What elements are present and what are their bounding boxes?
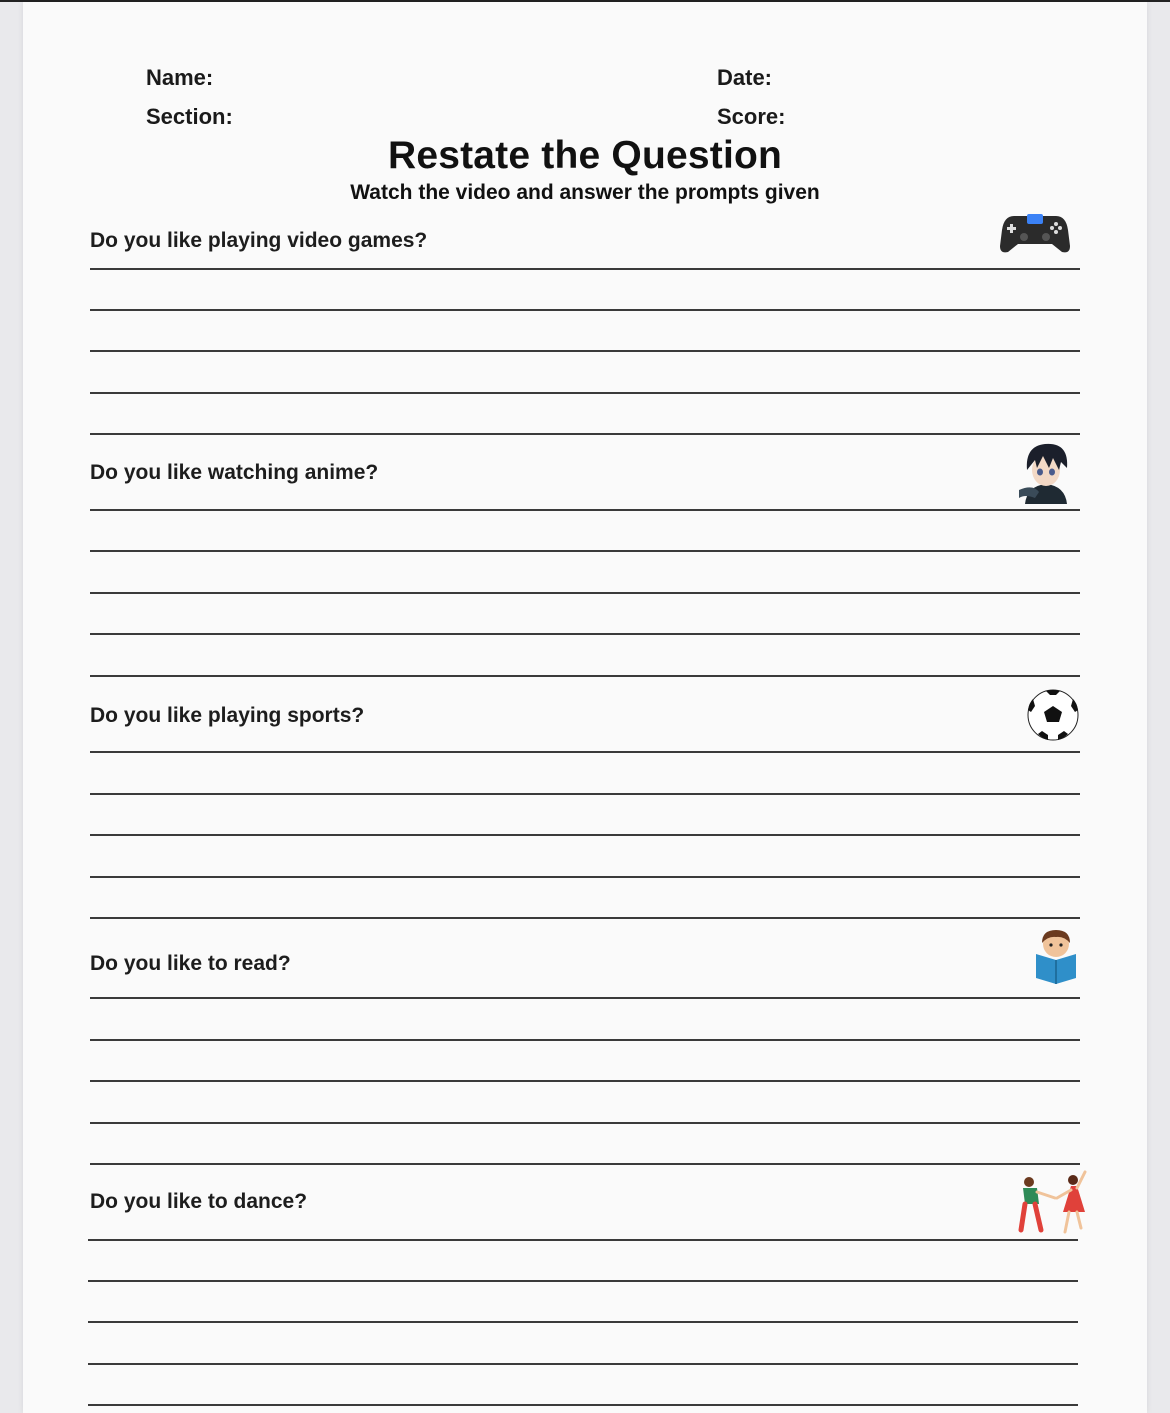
worksheet-subtitle: Watch the video and answer the prompts given <box>350 181 820 204</box>
answer-line[interactable] <box>90 1122 1080 1124</box>
question-1: Do you like playing video games? <box>90 229 428 252</box>
answer-line[interactable] <box>88 1404 1078 1406</box>
answer-line[interactable] <box>90 392 1080 394</box>
answer-line[interactable] <box>88 1280 1078 1282</box>
question-2: Do you like watching anime? <box>90 461 379 484</box>
question-3: Do you like playing sports? <box>90 704 365 727</box>
question-4: Do you like to read? <box>90 952 291 975</box>
answer-line[interactable] <box>90 633 1080 635</box>
answer-line[interactable] <box>90 876 1080 878</box>
date-label: Date: <box>717 65 773 90</box>
answer-line[interactable] <box>90 433 1080 435</box>
child-reading-icon <box>1032 928 1080 984</box>
answer-line[interactable] <box>90 509 1080 511</box>
worksheet-title: Restate the Question <box>387 134 783 177</box>
answer-line[interactable] <box>90 592 1080 594</box>
name-label: Name: <box>146 65 214 90</box>
answer-line[interactable] <box>90 834 1080 836</box>
section-label: Section: <box>146 104 233 129</box>
answer-line[interactable] <box>90 997 1080 999</box>
answer-line[interactable] <box>90 793 1080 795</box>
answer-line[interactable] <box>90 675 1080 677</box>
answer-line[interactable] <box>90 917 1080 919</box>
answer-line[interactable] <box>90 550 1080 552</box>
dancing-couple-icon <box>1015 1168 1091 1236</box>
answer-line[interactable] <box>90 1039 1080 1041</box>
game-controller-icon <box>1000 210 1070 255</box>
answer-line[interactable] <box>88 1239 1078 1241</box>
answer-line[interactable] <box>88 1321 1078 1323</box>
answer-line[interactable] <box>90 350 1080 352</box>
question-5: Do you like to dance? <box>90 1190 308 1213</box>
answer-line[interactable] <box>90 268 1080 270</box>
soccer-ball-icon <box>1026 688 1080 742</box>
score-label: Score: <box>717 104 786 129</box>
answer-line[interactable] <box>90 309 1080 311</box>
answer-line[interactable] <box>90 1163 1080 1165</box>
answer-line[interactable] <box>90 751 1080 753</box>
anime-character-icon <box>1015 440 1077 504</box>
answer-line[interactable] <box>88 1363 1078 1365</box>
answer-line[interactable] <box>90 1080 1080 1082</box>
